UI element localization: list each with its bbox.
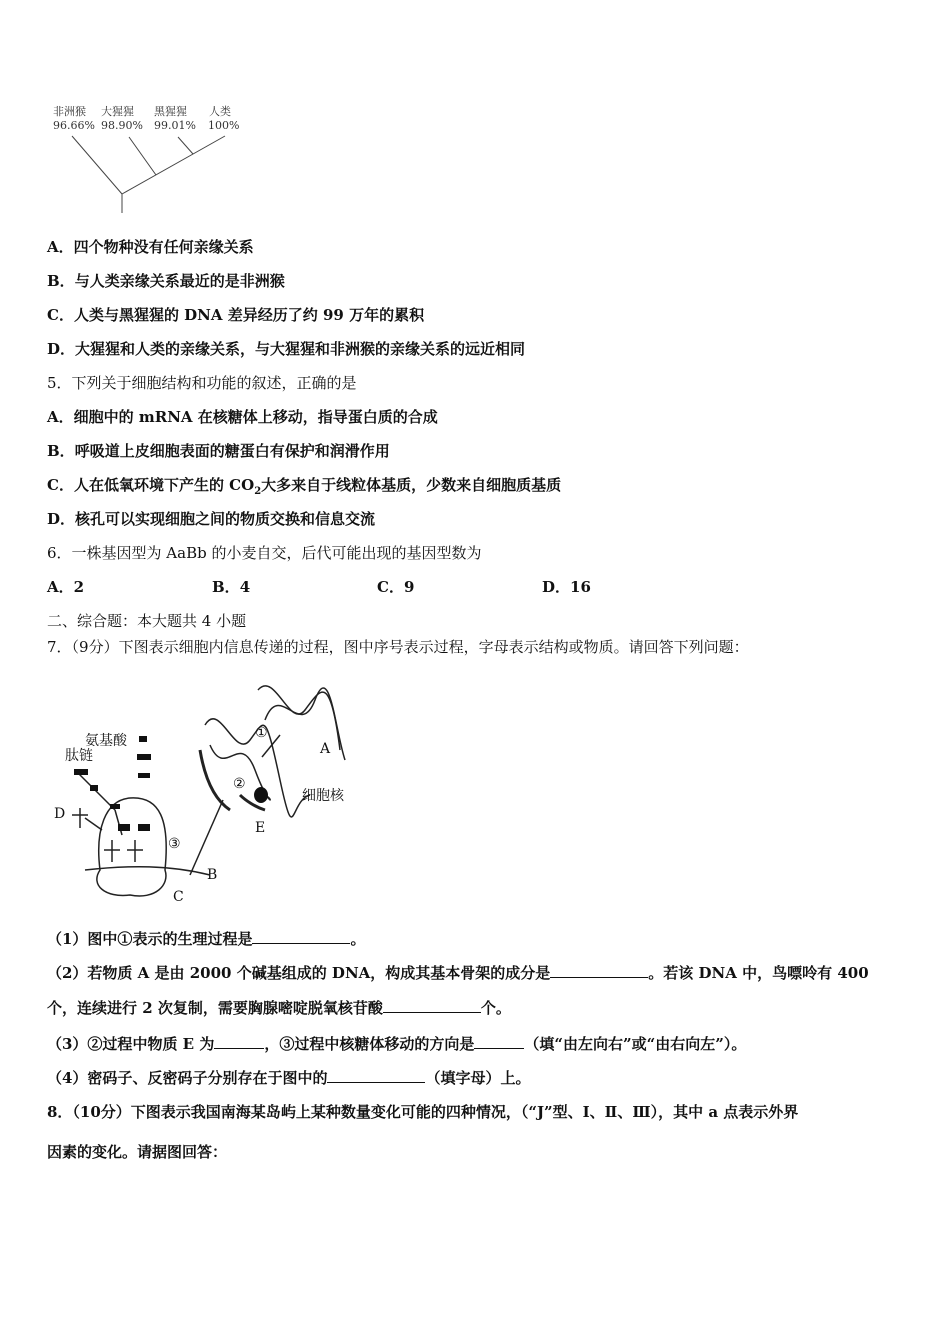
option-text: 四个物种没有任何亲缘关系 bbox=[73, 238, 254, 256]
question-text: 。若该 DNA 中，鸟嘌呤有 400 bbox=[648, 964, 869, 982]
species-name: 大猩猩 bbox=[101, 105, 134, 118]
label-nucleus: 细胞核 bbox=[302, 788, 344, 804]
q5-option-c[interactable] bbox=[47, 474, 561, 497]
option-label: B． bbox=[47, 272, 75, 290]
answer-blank[interactable] bbox=[214, 1034, 264, 1049]
answer-blank[interactable] bbox=[383, 998, 481, 1013]
q7-sub2 bbox=[47, 962, 869, 983]
q7-stem: 7．（9分）下图表示细胞内信息传递的过程，图中序号表示过程，字母表示结构或物质。请回答下列问题： bbox=[47, 638, 749, 656]
option-text: 2 bbox=[73, 578, 85, 596]
question-text: （填字母）上。 bbox=[425, 1069, 531, 1087]
option-text: 4 bbox=[239, 578, 251, 596]
label-process-2: ② bbox=[233, 776, 246, 792]
option-text: 大多来自于线粒体基质，少数来自细胞质基质 bbox=[261, 476, 562, 494]
q8-stem-cont: 因素的变化。请据图回答： bbox=[47, 1143, 228, 1161]
option-label: D． bbox=[47, 340, 76, 358]
option-text: 细胞中的 mRNA 在核糖体上移动，指导蛋白质的合成 bbox=[73, 408, 438, 426]
option-label: D． bbox=[542, 578, 571, 596]
label-c: C bbox=[173, 889, 184, 905]
q6-stem: 6．一株基因型为 AaBb 的小麦自交，后代可能出现的基因型数为 bbox=[47, 544, 482, 562]
option-text: 16 bbox=[570, 578, 591, 596]
q7-sub1 bbox=[47, 928, 365, 949]
option-label: C． bbox=[47, 306, 74, 324]
answer-blank[interactable] bbox=[327, 1068, 425, 1083]
q6-option-d[interactable] bbox=[542, 576, 591, 597]
option-text: 9 bbox=[403, 578, 415, 596]
q5-option-d[interactable] bbox=[47, 508, 375, 529]
q7-sub3 bbox=[47, 1033, 746, 1054]
option-label: B． bbox=[47, 442, 75, 460]
question-text: （4）密码子、反密码子分别存在于图中的 bbox=[47, 1069, 328, 1087]
question-text: 个，连续进行 2 次复制，需要胸腺嘧啶脱氧核苷酸 bbox=[47, 999, 383, 1017]
option-label: A． bbox=[47, 578, 74, 596]
q6-option-c[interactable] bbox=[377, 576, 414, 597]
species-name: 非洲猴 bbox=[53, 105, 86, 118]
q5-option-b[interactable] bbox=[47, 440, 390, 461]
option-label: A． bbox=[47, 408, 74, 426]
answer-blank[interactable] bbox=[550, 963, 648, 978]
q6-options bbox=[47, 576, 907, 596]
species-percent: 99.01% bbox=[154, 119, 196, 132]
option-label: C． bbox=[47, 476, 74, 494]
q7-sub2-cont bbox=[47, 997, 511, 1018]
option-text: 大猩猩和人类的亲缘关系，与大猩猩和非洲猴的亲缘关系的远近相同 bbox=[75, 340, 526, 358]
species-percent: 100% bbox=[208, 119, 240, 132]
species-percent: 96.66% bbox=[53, 119, 95, 132]
tree-branches bbox=[72, 136, 225, 213]
question-text: （2）若物质 A 是由 2000 个碱基组成的 DNA，构成其基本骨架的成分是 bbox=[47, 964, 551, 982]
q4-option-a[interactable] bbox=[47, 236, 254, 257]
label-a: A bbox=[320, 741, 331, 757]
answer-blank[interactable] bbox=[252, 929, 350, 944]
species-percent: 98.90% bbox=[101, 119, 143, 132]
q6-option-b[interactable] bbox=[212, 576, 250, 597]
q8-stem: 8．（10分）下图表示我国南海某岛屿上某种数量变化可能的四种情况，（“J”型、Ⅰ、Ⅱ、Ⅲ），其中 a 点表示外界 bbox=[47, 1103, 799, 1121]
q4-option-b[interactable] bbox=[47, 270, 285, 291]
question-text: （填“由左向右”或“由右向左”）。 bbox=[524, 1035, 747, 1053]
q6-option-a[interactable] bbox=[47, 576, 84, 597]
label-b: B bbox=[207, 867, 218, 883]
question-text: 个。 bbox=[480, 999, 511, 1017]
label-e: E bbox=[255, 820, 266, 836]
q5-stem: 5．下列关于细胞结构和功能的叙述，正确的是 bbox=[47, 374, 357, 392]
section-heading: 二、综合题：本大题共 4 小题 bbox=[47, 612, 247, 630]
label-d: D bbox=[54, 806, 66, 822]
question-text: （1）图中①表示的生理过程是 bbox=[47, 930, 253, 948]
q5-option-a[interactable] bbox=[47, 406, 438, 427]
phylogenetic-tree-figure bbox=[40, 95, 250, 220]
q4-option-d[interactable] bbox=[47, 338, 525, 359]
option-text: 人在低氧环境下产生的 CO bbox=[73, 476, 255, 494]
question-text: ，③过程中核糖体移动的方向是 bbox=[264, 1035, 475, 1053]
answer-blank[interactable] bbox=[474, 1034, 524, 1049]
species-name: 黑猩猩 bbox=[154, 105, 187, 118]
option-text: 呼吸道上皮细胞表面的糖蛋白有保护和润滑作用 bbox=[74, 442, 390, 460]
option-text: 核孔可以实现细胞之间的物质交换和信息交流 bbox=[75, 510, 376, 528]
question-text: 。 bbox=[350, 930, 366, 948]
label-process-3: ③ bbox=[168, 836, 181, 852]
subscript: 2 bbox=[254, 486, 262, 497]
option-label: B． bbox=[212, 578, 240, 596]
label-peptide: 肽链 bbox=[65, 748, 93, 764]
option-label: C． bbox=[377, 578, 404, 596]
option-text: 与人类亲缘关系最近的是非洲猴 bbox=[74, 272, 285, 290]
label-amino-acid: 氨基酸 bbox=[85, 733, 127, 749]
gene-expression-figure bbox=[40, 670, 370, 910]
q7-sub4 bbox=[47, 1067, 530, 1088]
q4-option-c[interactable] bbox=[47, 304, 424, 325]
option-label: A． bbox=[47, 238, 74, 256]
label-process-1: ① bbox=[255, 725, 268, 741]
question-text: （3）②过程中物质 E 为 bbox=[47, 1035, 215, 1053]
option-label: D． bbox=[47, 510, 76, 528]
species-name: 人类 bbox=[209, 105, 231, 118]
option-text: 人类与黑猩猩的 DNA 差异经历了约 99 万年的累积 bbox=[73, 306, 425, 324]
